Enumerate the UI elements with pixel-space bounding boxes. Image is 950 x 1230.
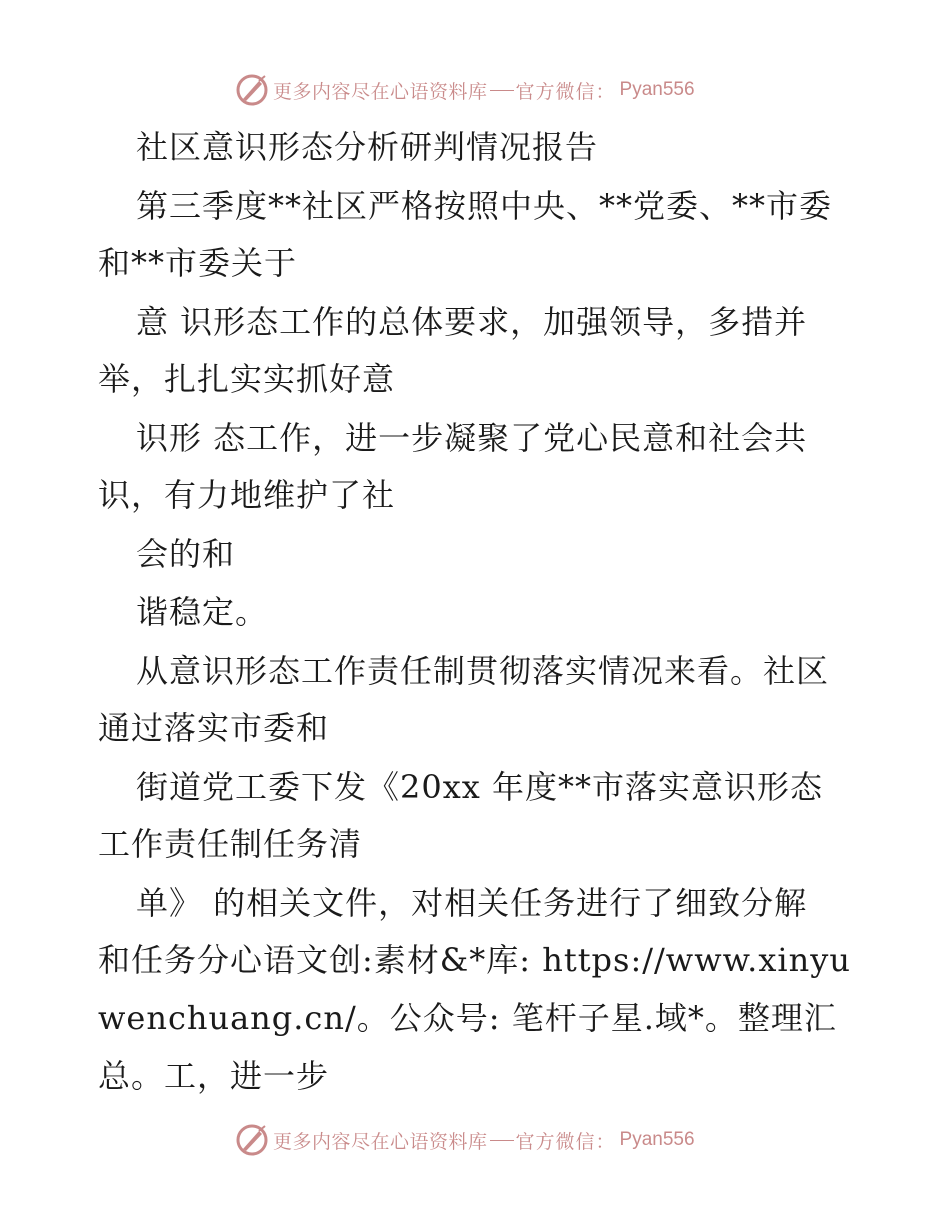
banner-title: 更多内容尽在心语资料库 xyxy=(273,1130,488,1153)
header-watermark-banner xyxy=(235,72,695,108)
text-line: 意 识形态工作的总体要求，加强领导，多措并 xyxy=(136,303,808,341)
banner-wechat-id: Pyan556 xyxy=(619,1129,695,1150)
text-line: 工作责任制任务清 xyxy=(98,825,363,863)
banner-wechat-id: Pyan556 xyxy=(619,79,695,100)
footer-watermark-banner xyxy=(235,1122,695,1158)
text-line: 从意识形态工作责任制贯彻落实情况来看。社区 xyxy=(136,652,830,690)
text-line: 谐稳定。 xyxy=(136,593,269,631)
banner-wechat-label: 官方微信： xyxy=(515,80,616,103)
text-line: 和任务分心语文创:素材&*库: https://www.xinyu xyxy=(98,941,851,979)
text-line: 第三季度**社区严格按照中央、**党委、**市委 xyxy=(136,187,833,225)
banner-separator xyxy=(490,90,514,91)
text-line: 识形 态工作，进一步凝聚了党心民意和社会共 xyxy=(136,419,808,457)
quill-logo-icon xyxy=(235,1123,269,1157)
text-line: 单》 的相关文件，对相关任务进行了细致分解 xyxy=(136,884,808,922)
text-line: 街道党工委下发《20xx 年度**市落实意识形态 xyxy=(136,768,823,806)
banner-separator xyxy=(490,1140,514,1141)
quill-logo-icon xyxy=(235,73,269,107)
text-line: 识，有力地维护了社 xyxy=(98,476,396,514)
text-line: 会的和 xyxy=(136,535,236,573)
text-line: 举，扎扎实实抓好意 xyxy=(98,360,396,398)
text-line: 总。工，进一步 xyxy=(98,1057,330,1095)
text-line: 和**市委关于 xyxy=(98,244,298,282)
title-line: 社区意识形态分析研判情况报告 xyxy=(136,128,599,166)
text-line: 通过落实市委和 xyxy=(98,709,330,747)
banner-wechat-label: 官方微信： xyxy=(515,1130,616,1153)
banner-title: 更多内容尽在心语资料库 xyxy=(273,80,488,103)
text-line: wenchuang.cn/。公众号: 笔杆子星.域*。整理汇 xyxy=(98,999,837,1037)
